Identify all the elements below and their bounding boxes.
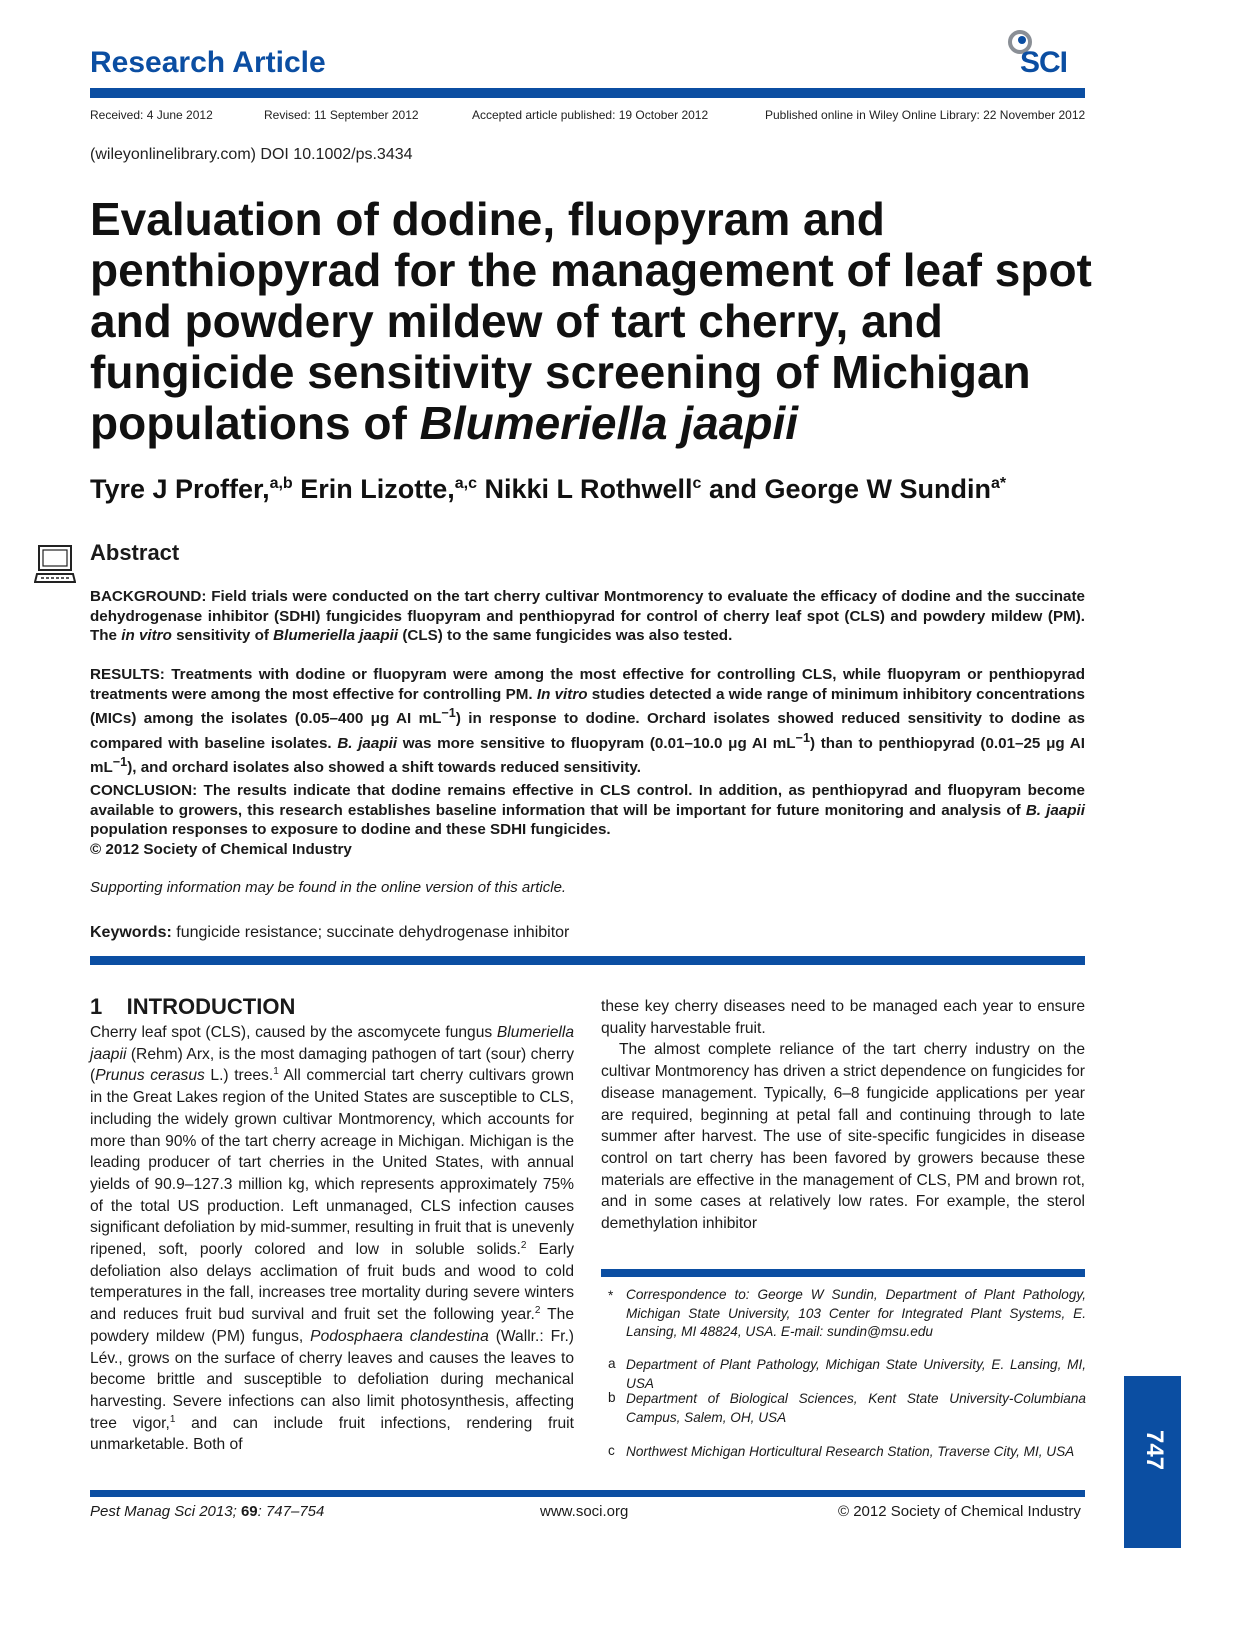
intro-left-column — [90, 1022, 574, 1456]
author-name[interactable]: Nikki L Rothwell — [484, 474, 693, 504]
abstract-background: BACKGROUND: Field trials were conducted on the tart cherry cultivar Montmorency to evaluate the efficacy of dodine and the succinate dehydrogenase inhibitor (SDHI) fungicides fluopyram and penthiopyrad for control of cherry leaf spot (CLS) and powdery mildew (PM). The in vitro sensitivity of Blumeriella jaapii (CLS) to the same fungicides was also tested. — [90, 588, 1085, 644]
keywords-list: fungicide resistance; succinate dehydrogenase inhibitor — [176, 924, 570, 941]
abstract-rule — [90, 956, 1085, 965]
intro-paragraph: The almost complete reliance of the tart cherry industry on the cultivar Montmorency has driven a strict dependence on fungicides for disease management. Typically, 6–8 fungicide applications per year are required, beginning at petal fall and continuing through to late summer after harvest. The use of site-specific fungicides in disease control on tart cherry has been favored by growers because these materials are effective in the management of CLS, PM and brown rot, and in some cases at relatively low rates. For example, the sterol demethylation inhibitor — [601, 1041, 1085, 1233]
correspondence-footnote[interactable]: Correspondence to: George W Sundin, Department of Plant Pathology, Michigan State University, 103 Center for Integrated Plant Systems, E. Lansing, MI 48824, USA. E-mail: sundin@msu.edu — [626, 1287, 1086, 1339]
abstract-heading: Abstract — [90, 540, 180, 565]
intro-paragraph: these key cherry diseases need to be managed each year to ensure quality harvestable fruit. — [601, 998, 1085, 1037]
sci-logo-dot-icon — [1018, 36, 1026, 44]
footer-url[interactable]: www.soci.org — [540, 1503, 629, 1520]
section-label: Research Article — [90, 46, 326, 79]
author-affiliation: a,b — [269, 475, 293, 492]
footer-citation: Pest Manag Sci 2013; 69: 747–754 — [90, 1503, 325, 1520]
affiliation-c: Northwest Michigan Horticultural Research Station, Traverse City, MI, USA — [626, 1444, 1075, 1459]
footnote-rule — [601, 1269, 1085, 1277]
author-name[interactable]: Erin Lizotte, — [300, 474, 455, 504]
footer-rule — [90, 1490, 1085, 1497]
abstract-conclusion: CONCLUSION: The results indicate that dodine remains effective in CLS control. In addition, as penthiopyrad and fluopyram become available to growers, this research establishes baseline information that will be important for future monitoring and analysis of B. jaapii population responses to exposure to dodine and these SDHI fungicides. © 2012 Society of Chemical Industry — [90, 782, 1085, 858]
received-date: Received: 4 June 2012 — [90, 108, 213, 122]
footnote-mark: a — [608, 1356, 616, 1371]
author-list — [90, 474, 1006, 505]
revised-date: Revised: 11 September 2012 — [264, 108, 419, 122]
affiliation-b: Department of Biological Sciences, Kent State University-Columbiana Campus, Salem, OH, USA — [626, 1391, 1086, 1425]
footnote-mark: c — [608, 1443, 615, 1458]
accepted-date: Accepted article published: 19 October 2012 — [472, 108, 709, 122]
intro-paragraph: Cherry leaf spot (CLS), caused by the ascomycete fungus Blumeriella jaapii (Rehm) Arx, is the most damaging pathogen of tart (sour) cherry (Prunus cerasus L.) trees.$^1$ All commercial tart cherry cultivars grown in the Great Lakes region of the United States are susceptible to CLS, including the widely grown cultivar Montmorency, which accounts for more than 90% of the tart cherry acreage in Michigan. Michigan is the leading producer of tart cherries in the United States, with annual yields of 90.9–127.3 million kg, which represents approximately 75% of the total US production. Left unmanaged, CLS infection causes significant defoliation by mid-summer, resulting in fruit that is unevenly ripened, soft, poorly colored and low in soluble solids.$^2$ Early defoliation also delays acclimation of fruit buds and wood to cold temperatures in the fall, increases tree mortality during severe winters and reduces fruit bud survival and fruit set the following year.$^2$ The powdery mildew (PM) fungus, Podosphaera clandestina (Wallr.: Fr.) Lév., grows on the surface of cherry leaves and causes the leaves to become brittle and susceptible to defoliation during mechanical harvesting. Severe infections can also limit photosynthesis, affecting tree vigor,$^1$ and can include fruit infections, rendering fruit unmarketable. Both of — [90, 1024, 574, 1454]
footer-copyright: © 2012 Society of Chemical Industry — [838, 1503, 1081, 1520]
doi[interactable]: (wileyonlinelibrary.com) DOI 10.1002/ps.3434 — [90, 146, 413, 163]
author-affiliation: a,c — [454, 475, 477, 492]
article-title — [90, 194, 1100, 449]
computer-icon — [34, 544, 76, 588]
sci-logo-text: SCI — [1020, 46, 1068, 79]
author-name[interactable]: and George W Sundin — [708, 474, 991, 504]
author-name[interactable]: Tyre J Proffer, — [90, 474, 270, 504]
page-number: 747 — [1141, 1430, 1168, 1471]
abstract-copyright: © 2012 Society of Chemical Industry — [90, 840, 352, 858]
title-main: Evaluation of dodine, fluopyram and penthiopyrad for the management of leaf spot and powdery mildew of tart cherry, and fungicide sensitivity screening of Michigan populations of — [90, 193, 1092, 449]
author-affiliation: a* — [990, 475, 1007, 492]
affiliation-a: Department of Plant Pathology, Michigan State University, E. Lansing, MI, USA — [626, 1357, 1086, 1391]
sci-logo — [1006, 28, 1088, 80]
intro-right-column — [601, 996, 1085, 1235]
intro-heading: 1 INTRODUCTION — [90, 994, 296, 1019]
abstract-results: RESULTS: Treatments with dodine or fluopyram were among the most effective for controlling CLS, while fluopyram or penthiopyrad treatments were among the most effective for controlling PM. In vitro studies detected a wide range of minimum inhibitory concentrations (MICs) among the isolates (0.05–400 μg AI $mL^{-1}$) in response to dodine. Orchard isolates showed reduced sensitivity to dodine as compared with baseline isolates. B. jaapii was more sensitive to fluopyram (0.01–10.0 μg AI $mL^{-1}$) than to penthiopyrad (0.01–25 μg AI $mL^{-1}$), and orchard isolates also showed a shift towards reduced sensitivity. — [90, 666, 1085, 777]
published-date: Published online in Wiley Online Library: 22 November 2012 — [765, 108, 1086, 122]
footnote-mark: b — [608, 1390, 616, 1405]
keywords-label: Keywords: — [90, 924, 172, 941]
author-affiliation: c — [692, 475, 702, 492]
page-number-tab — [1124, 1376, 1181, 1548]
supporting-info-note: Supporting information may be found in the online version of this article. — [90, 879, 567, 896]
keywords — [90, 924, 569, 942]
title-species: Blumeriella jaapii — [419, 397, 799, 449]
footnote-mark: * — [608, 1288, 614, 1303]
header-rule — [90, 88, 1085, 98]
